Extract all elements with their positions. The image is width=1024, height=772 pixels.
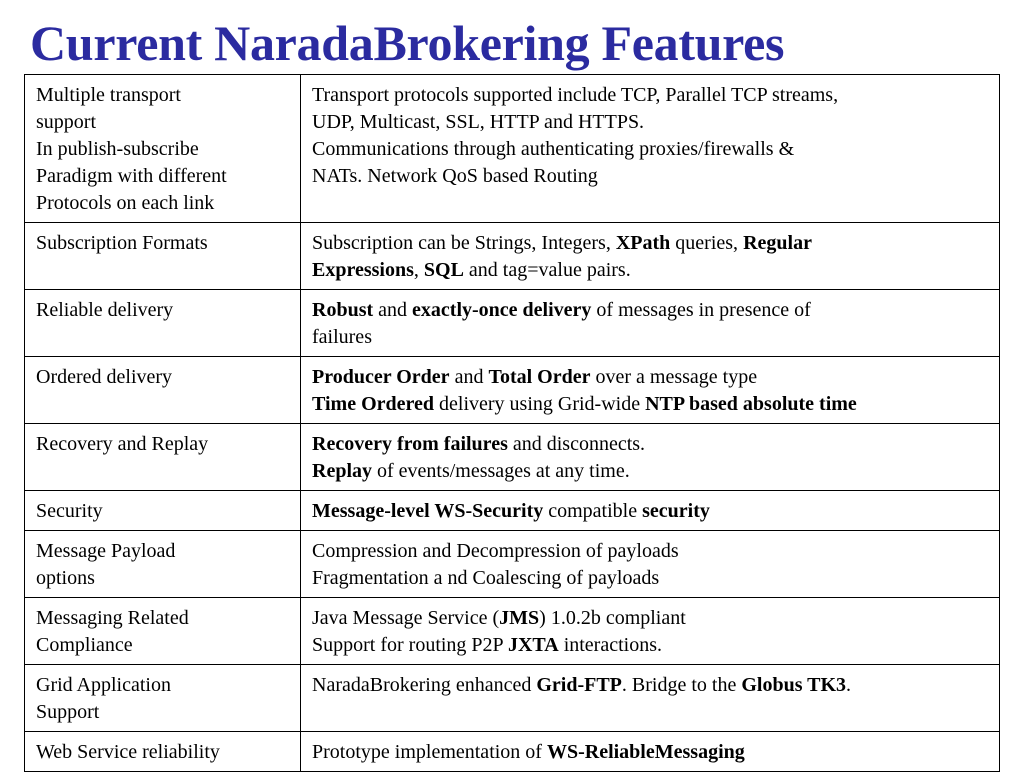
feature-name-line: Recovery and Replay [36, 433, 209, 455]
feature-description-cell [301, 531, 1000, 598]
feature-name-line: Support [36, 701, 100, 723]
description-line [312, 498, 989, 525]
table-row [25, 531, 1000, 598]
feature-description-cell [301, 290, 1000, 357]
feature-description-cell [301, 75, 1000, 223]
highlighted-term: JXTA [507, 634, 559, 656]
description-line [312, 672, 989, 699]
description-text: Communications through authenticating proxies/firewalls & [312, 138, 795, 160]
feature-name-line: options [36, 567, 95, 589]
table-row [25, 491, 1000, 531]
description-text: of events/messages at any time. [372, 460, 630, 482]
feature-name-cell [25, 531, 301, 598]
description-text: . Bridge to the [621, 674, 742, 696]
description-text: over a message type [590, 366, 758, 388]
description-text: Transport protocols supported include TCP, Parallel TCP streams, [312, 84, 839, 106]
description-line [312, 565, 989, 592]
description-line [312, 605, 989, 632]
description-text: and [449, 366, 489, 388]
description-text: and [373, 299, 413, 321]
description-text: failures [312, 326, 372, 348]
feature-name-cell [25, 491, 301, 531]
description-text: . [846, 674, 852, 696]
feature-name-line: Security [36, 500, 103, 522]
description-text: ) 1.0.2b compliant [539, 607, 686, 629]
table-row [25, 732, 1000, 772]
feature-name-line: Protocols on each link [36, 192, 215, 214]
description-line [312, 739, 989, 766]
description-line [312, 230, 989, 257]
highlighted-term: security [642, 500, 710, 522]
feature-description-cell [301, 223, 1000, 290]
feature-name-cell [25, 290, 301, 357]
feature-name-cell [25, 75, 301, 223]
description-line [312, 324, 989, 351]
description-text: and disconnects. [507, 433, 646, 455]
description-line [312, 136, 989, 163]
description-text: Subscription can be Strings, Integers, [312, 232, 616, 254]
description-text: Fragmentation a nd Coalescing of payloads [312, 567, 660, 589]
highlighted-term: NTP based absolute time [645, 393, 857, 415]
feature-name-cell [25, 424, 301, 491]
highlighted-term: Total Order [488, 366, 591, 388]
feature-description-cell [301, 665, 1000, 732]
table-row [25, 424, 1000, 491]
feature-name-line: Multiple transport [36, 84, 181, 106]
highlighted-term: JMS [499, 607, 540, 629]
description-line [312, 109, 989, 136]
description-text: of messages in presence of [591, 299, 811, 321]
table-row [25, 598, 1000, 665]
table-row [25, 665, 1000, 732]
description-text: UDP, Multicast, SSL, HTTP and HTTPS. [312, 111, 645, 133]
highlighted-term: Recovery from failures [312, 433, 508, 455]
feature-name-line: Reliable delivery [36, 299, 174, 321]
feature-name-line: Message Payload [36, 540, 176, 562]
description-text: delivery using Grid-wide [434, 393, 646, 415]
feature-description-cell [301, 732, 1000, 772]
description-text: , [413, 259, 424, 281]
table-row [25, 290, 1000, 357]
description-text: Prototype implementation of [312, 741, 547, 763]
description-text: Java Message Service ( [312, 607, 500, 629]
description-line [312, 297, 989, 324]
highlighted-term: SQL [423, 259, 464, 281]
description-text: Support for routing P2P [312, 634, 508, 656]
description-text: compatible [543, 500, 643, 522]
feature-name-line: Grid Application [36, 674, 171, 696]
description-line [312, 391, 989, 418]
description-line [312, 257, 989, 284]
feature-description-cell [301, 424, 1000, 491]
highlighted-term: Robust [312, 299, 374, 321]
highlighted-term: Grid-FTP [536, 674, 622, 696]
description-line [312, 364, 989, 391]
highlighted-term: Regular [743, 232, 812, 254]
description-line [312, 431, 989, 458]
feature-name-line: Messaging Related [36, 607, 189, 629]
feature-name-line: Web Service reliability [36, 741, 220, 763]
features-table [24, 74, 1000, 772]
feature-description-cell [301, 357, 1000, 424]
description-text: NATs. Network QoS based Routing [312, 165, 598, 187]
feature-name-cell [25, 357, 301, 424]
description-text: and tag=value pairs. [463, 259, 631, 281]
highlighted-term: exactly-once delivery [412, 299, 592, 321]
highlighted-term: WS-ReliableMessaging [546, 741, 745, 763]
description-text: interactions. [558, 634, 662, 656]
highlighted-term: Message-level WS-Security [312, 500, 544, 522]
description-line [312, 538, 989, 565]
description-line [312, 163, 989, 190]
description-line [312, 82, 989, 109]
feature-name-cell [25, 223, 301, 290]
table-row [25, 357, 1000, 424]
description-line [312, 632, 989, 659]
feature-name-line: Subscription Formats [36, 232, 208, 254]
description-text: Compression and Decompression of payloads [312, 540, 679, 562]
feature-name-line: Ordered delivery [36, 366, 173, 388]
feature-name-line: support [36, 111, 96, 133]
highlighted-term: Time Ordered [312, 393, 435, 415]
highlighted-term: Producer Order [312, 366, 450, 388]
highlighted-term: XPath [615, 232, 671, 254]
feature-name-line: Paradigm with different [36, 165, 227, 187]
description-text: queries, [670, 232, 744, 254]
description-text: NaradaBrokering enhanced [312, 674, 537, 696]
highlighted-term: Replay [312, 460, 372, 482]
feature-name-line: Compliance [36, 634, 133, 656]
features-table-body [25, 75, 1000, 772]
highlighted-term: Expressions [312, 259, 414, 281]
feature-name-cell [25, 598, 301, 665]
highlighted-term: Globus TK3 [741, 674, 847, 696]
feature-name-cell [25, 665, 301, 732]
feature-description-cell [301, 491, 1000, 531]
table-row [25, 75, 1000, 223]
description-line [312, 458, 989, 485]
feature-name-cell [25, 732, 301, 772]
feature-description-cell [301, 598, 1000, 665]
slide-title: Current NaradaBrokering Features [30, 15, 785, 71]
feature-name-line: In publish-subscribe [36, 138, 199, 160]
table-row [25, 223, 1000, 290]
